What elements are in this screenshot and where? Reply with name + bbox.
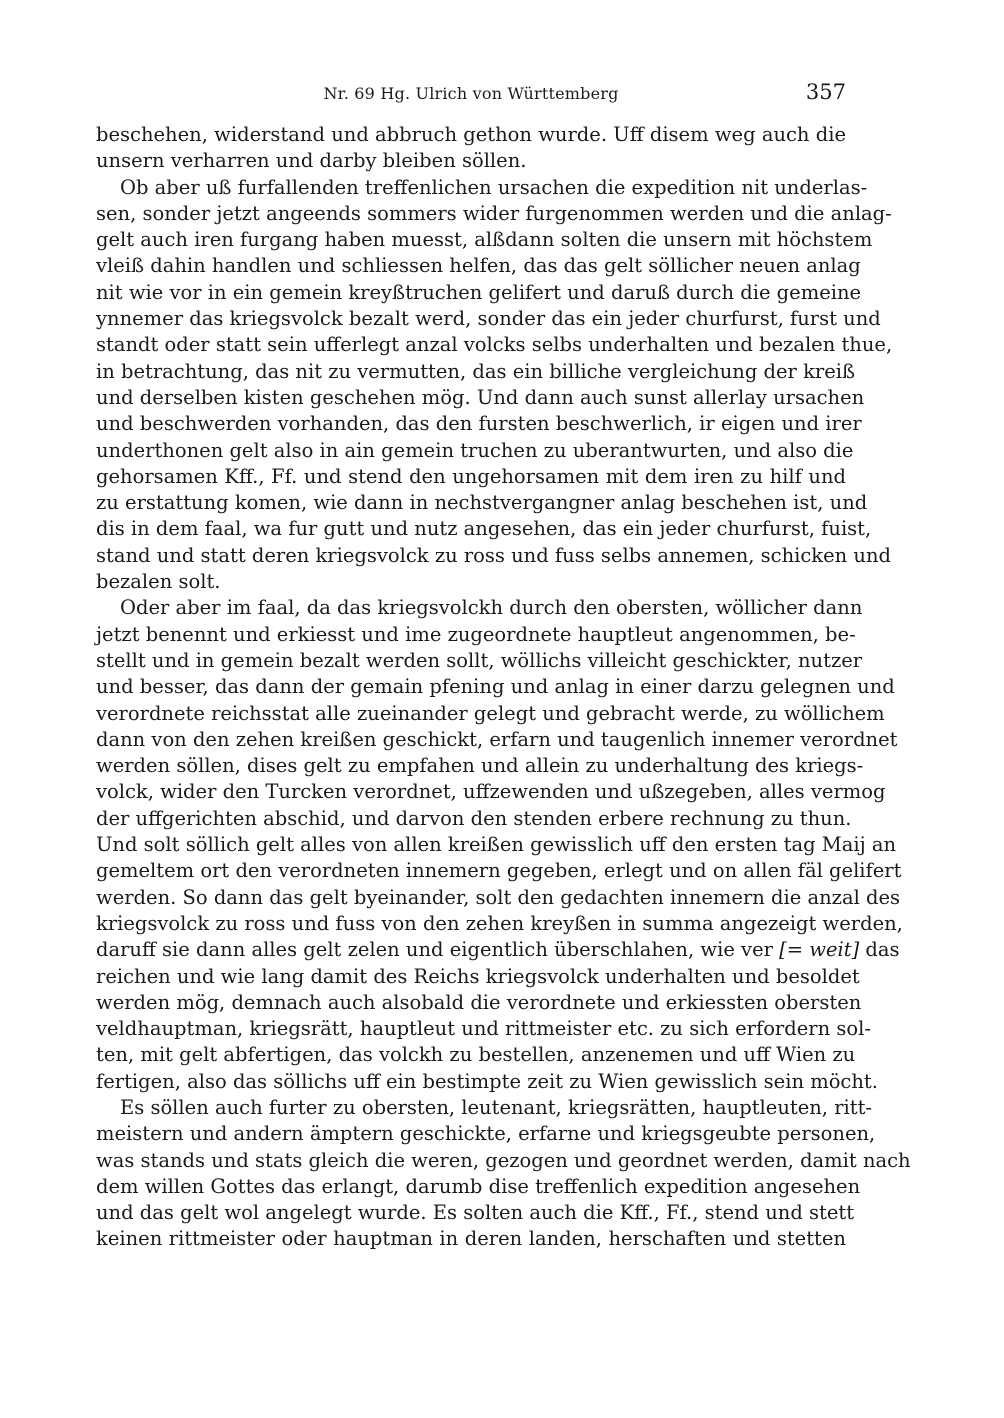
line-text: und derselben kisten geschehen mög. Und dann auch sunst allerlay ursachen (96, 385, 865, 409)
line-text: gemeltem ort den verordneten innemern gegeben, erlegt und on allen fäl gelifert (96, 859, 902, 883)
line-text: der uffgerichten abschid, und darvon den stenden erbere rechnung zu thun. (96, 806, 852, 830)
line-text: vleiß dahin handlen und schliessen helfen, das das gelt söllicher neuen anlag (96, 254, 861, 278)
text-line (96, 832, 897, 858)
line-text: jetzt benennt und erkiesst und ime zugeordnete hauptleut angenommen, be- (96, 622, 856, 646)
text-line (96, 253, 861, 279)
line-text: beschehen, widerstand und abbruch gethon wurde. Uff disem weg auch die (96, 123, 846, 146)
line-text: volck, wider den Turcken verordnet, uffzewenden und ußzegeben, alles vermog (96, 780, 886, 804)
line-text: dem willen Gottes das erlangt, darumb dise treffenlich expedition angesehen (96, 1174, 861, 1198)
line-text: fertigen, also das söllichs uff ein bestimpte zeit zu Wien gewisslich sein möcht. (96, 1069, 878, 1093)
line-text: stellt und in gemein bezalt werden sollt, wöllichs villeicht geschickter, nutzer (96, 648, 863, 672)
text-line (96, 543, 892, 569)
line-text: daruff sie dann alles gelt zelen und eigentlich überschlahen, wie ver (96, 938, 780, 962)
text-line (96, 964, 860, 990)
text-line (96, 779, 886, 805)
line-text: keinen rittmeister oder hauptman in deren landen, herschaften und stetten (96, 1227, 846, 1251)
text-line (96, 1042, 856, 1068)
line-text: Es söllen auch furter zu obersten, leutenant, kriegsrätten, hauptleuten, ritt- (120, 1095, 873, 1119)
text-line (96, 701, 885, 727)
text-line (96, 648, 863, 674)
paragraph (96, 595, 903, 1095)
line-text: dis in dem faal, wa fur gutt und nutz angesehen, das ein jeder churfurst, fuist, (96, 517, 872, 541)
text-line (96, 1095, 873, 1121)
page-header (96, 80, 846, 108)
text-line (96, 280, 862, 306)
paragraph (96, 122, 846, 175)
text-line (96, 1226, 846, 1252)
line-text: ten, mit gelt abfertigen, das volckh zu bestellen, anzenemen und uff Wien zu (96, 1043, 856, 1067)
text-line (96, 227, 873, 253)
page-number: 357 (805, 80, 846, 104)
text-line (96, 806, 852, 832)
text-line (96, 1174, 861, 1200)
running-title: Nr. 69 Hg. Ulrich von Württemberg (323, 84, 619, 103)
text-line (96, 595, 863, 621)
text-line (96, 937, 900, 963)
text-line (96, 306, 881, 332)
line-text: standt oder statt sein ufferlegt anzal volcks selbs underhalten und bezalen thue, (96, 333, 893, 357)
line-text: meistern und andern ämptern geschickte, erfarne und kriegsgeubte personen, (96, 1122, 876, 1146)
text-line (96, 727, 898, 753)
line-text: Oder aber im faal, da das kriegsvolckh durch den obersten, wöllicher dann (120, 596, 863, 620)
text-line (96, 1069, 878, 1095)
text-line (96, 569, 846, 595)
line-text: werden mög, demnach auch alsobald die verordnete und erkiessten obersten (96, 990, 862, 1014)
line-text: in betrachtung, das nit zu vermutten, das ein billiche vergleichung der kreiß (96, 359, 856, 383)
line-text: und besser, das dann der gemain pfening und anlag in einer darzu gelegnen und (96, 675, 895, 699)
line-text: sen, sonder jetzt angeends sommers wider furgenommen werden und die anlag- (96, 201, 892, 225)
line-text: ynnemer das kriegsvolck bezalt werd, sonder das ein jeder churfurst, furst und (96, 307, 881, 331)
text-line (96, 885, 901, 911)
text-line (96, 411, 862, 437)
line-text: kriegsvolck zu ross und fuss von den zehen kreyßen in summa angezeigt werden, (96, 911, 903, 935)
editorial-note: [= weit] (779, 938, 860, 962)
text-line (96, 1148, 911, 1174)
line-text: bezalen solt. (96, 570, 221, 594)
text-line (96, 1200, 855, 1226)
line-text: gehorsamen Kff., Ff. und stend den ungehorsamen mit dem iren zu hilf und (96, 464, 846, 488)
line-text: nit wie vor in ein gemein kreyßtruchen gelifert und daruß durch die gemeine (96, 280, 862, 304)
text-line (96, 201, 892, 227)
line-text: verordnete reichsstat alle zueinander gelegt und gebracht werde, zu wöllichem (96, 701, 885, 725)
text-line (96, 148, 846, 174)
text-line (96, 332, 893, 358)
text-line (96, 1016, 871, 1042)
text-line (96, 1121, 876, 1147)
line-text: und beschwerden vorhanden, das den fursten beschwerlich, ir eigen und irer (96, 412, 862, 436)
text-line (96, 990, 862, 1016)
line-text: reichen und wie lang damit des Reichs kriegsvolck underhalten und besoldet (96, 964, 860, 988)
text-line (96, 753, 864, 779)
text-line (96, 911, 903, 937)
line-text: underthonen gelt also in ain gemein truchen zu uberantwurten, und also die (96, 438, 854, 462)
paragraph (96, 175, 893, 596)
line-text: Und solt söllich gelt alles von allen kreißen gewisslich uff den ersten tag Maij an (96, 833, 897, 857)
line-text: gelt auch iren furgang haben muesst, alßdann solten die unsern mit höchstem (96, 228, 873, 252)
paragraph (96, 1095, 911, 1253)
text-line (96, 516, 872, 542)
text-line (96, 490, 868, 516)
text-line (96, 385, 865, 411)
line-text: unsern verharren und darby bleiben söllen. (96, 149, 527, 173)
line-text: Ob aber uß furfallenden treffenlichen ursachen die expedition nit underlas- (120, 175, 868, 199)
text-line (96, 438, 854, 464)
line-text: dann von den zehen kreißen geschickt, erfarn und taugenlich innemer verordnet (96, 727, 898, 751)
text-line (96, 674, 895, 700)
line-text: werden söllen, dises gelt zu empfahen und allein zu underhaltung des kriegs- (96, 754, 864, 778)
line-text-after-note: das (859, 938, 900, 962)
text-line (96, 122, 846, 148)
text-line (96, 622, 856, 648)
body-text (96, 122, 911, 1253)
line-text: was stands und stats gleich die weren, gezogen und geordnet werden, damit nach (96, 1148, 911, 1172)
line-text: veldhauptman, kriegsrätt, hauptleut und rittmeister etc. zu sich erfordern sol- (96, 1017, 871, 1041)
text-line (96, 858, 902, 884)
line-text: stand und statt deren kriegsvolck zu ross und fuss selbs annemen, schicken und (96, 543, 892, 567)
line-text: zu erstattung komen, wie dann in nechstvergangner anlag beschehen ist, und (96, 491, 868, 515)
line-text: und das gelt wol angelegt wurde. Es solten auch die Kff., Ff., stend und stett (96, 1201, 855, 1225)
text-line (96, 464, 846, 490)
line-text: werden. So dann das gelt byeinander, solt den gedachten innemern die anzal des (96, 885, 901, 909)
text-line (96, 175, 868, 201)
text-line (96, 359, 856, 385)
